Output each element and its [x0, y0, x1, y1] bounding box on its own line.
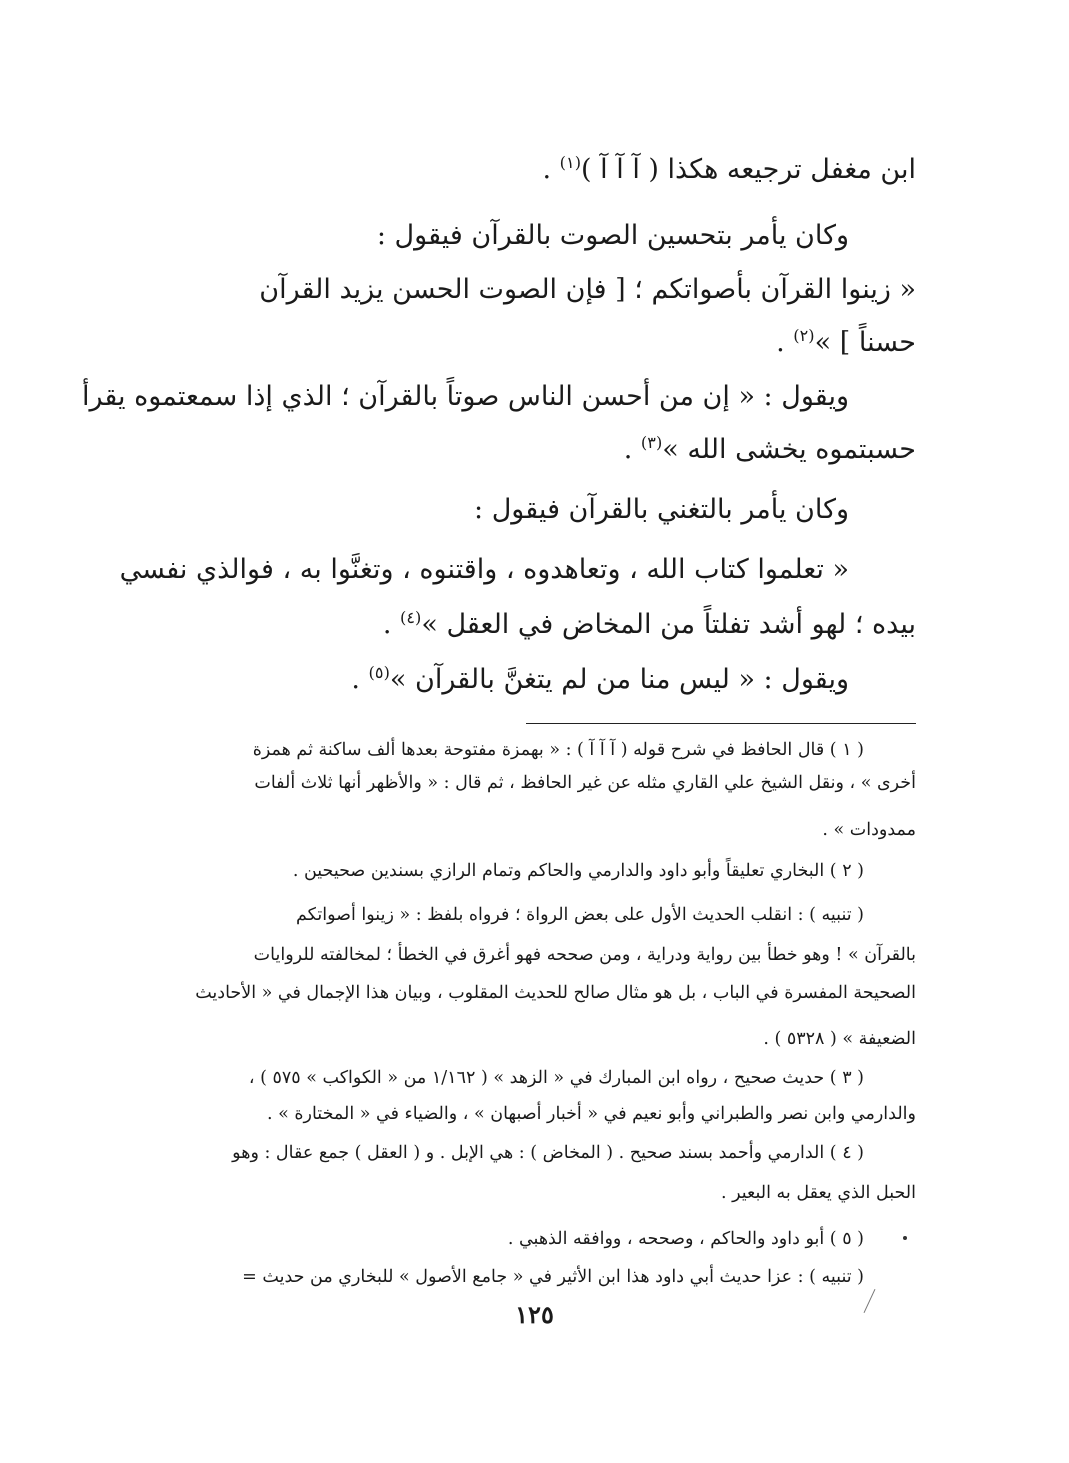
body-line-5: ويقول : « إن من أحسن الناس صوتاً بالقرآن ؛ الذي إذا سمعتموه يقرأ	[82, 381, 849, 412]
body-line-7: وكان يأمر بالتغني بالقرآن فيقول :	[474, 494, 849, 525]
body-line-8: « تعلموا كتاب الله ، وتعاهدوه ، واقتنوه ، وتغنَّوا به ، فوالذي نفسي	[119, 554, 849, 585]
footnote-line-10: والدارمي وابن نصر والطبراني وأبو نعيم في « أخبار أصبهان » ، والضياء في « المختارة » .	[266, 1104, 916, 1124]
body-line-6: حسبتموه يخشى الله »$^{(٣)}$ .	[623, 433, 916, 465]
footnote-divider	[526, 723, 916, 724]
body-line-3: « زينوا القرآن بأصواتكم ؛ [ فإن الصوت الحسن يزيد القرآن	[259, 274, 916, 305]
body-line-2: وكان يأمر بتحسين الصوت بالقرآن فيقول :	[376, 220, 849, 251]
footnote-line-1: ( ١ ) قال الحافظ في شرح قوله ( آ آ آ ) : « بهمزة مفتوحة بعدها ألف ساكنة ثم همزة	[252, 740, 864, 760]
footnote-line-11: ( ٤ ) الدارمي وأحمد بسند صحيح . ( المخاض ) : هي الإبل . و ( العقل ) جمع عقال : وهو	[232, 1143, 864, 1163]
footnote-line-3: ممدودات » .	[822, 820, 916, 840]
footnote-line-9: ( ٣ ) حديث صحيح ، رواه ابن المبارك في « الزهد » ( ١/١٦٢ من « الكواكب » ٥٧٥ ) ،	[248, 1068, 864, 1088]
body-line-9: بيده ؛ لهو أشد تفلتاً من المخاض في العقل »$^{(٤)}$ .	[382, 608, 916, 640]
footnote-line-6: بالقرآن » ! وهو خطأ بين رواية ودراية ، ومن صححه فهو أغرق في الخطأ ؛ لمخالفته للروايات	[253, 945, 916, 965]
stray-dot-mark	[903, 1236, 907, 1240]
footnote-line-7: الصحيحة المفسرة في الباب ، بل هو مثال صالح للحديث المقلوب ، وبيان هذا الإجمال في « الأحاديث	[195, 983, 916, 1003]
page-number: ١٢٥	[515, 1300, 554, 1329]
footnote-line-8: الضعيفة » ( ٥٣٢٨ ) .	[763, 1029, 916, 1049]
footnote-line-12: الحبل الذي يعقل به البعير .	[720, 1183, 916, 1203]
footnote-line-2: أخرى » ، ونقل الشيخ علي القاري مثله عن غير الحافظ ، ثم قال : « والأظهر أنها ثلاث ألفات	[254, 773, 916, 793]
footnote-line-13: ( ٥ ) أبو داود والحاكم ، وصححه ، ووافقه الذهبي .	[507, 1229, 864, 1249]
footnote-line-5: ( تنبيه ) : انقلب الحديث الأول على بعض الرواة ؛ فرواه بلفظ : « زينوا أصواتكم	[296, 905, 864, 925]
body-line-1: ابن مغفل ترجيعه هكذا ( آ آ آ )$^{(١)}$ .	[542, 153, 916, 185]
footnote-line-14: ( تنبيه ) : عزا حديث أبي داود هذا ابن الأثير في « جامع الأصول » للبخاري من حديث =	[242, 1267, 864, 1287]
body-line-10: ويقول : « ليس منا من لم يتغنَّ بالقرآن »$^{(٥)}$ .	[351, 663, 849, 695]
body-line-4: حسناً ] »$^{(٢)}$ .	[776, 326, 916, 358]
footnote-line-4: ( ٢ ) البخاري تعليقاً وأبو داود والدارمي والحاكم وتمام الرازي بسندين صحيحين .	[292, 861, 864, 881]
